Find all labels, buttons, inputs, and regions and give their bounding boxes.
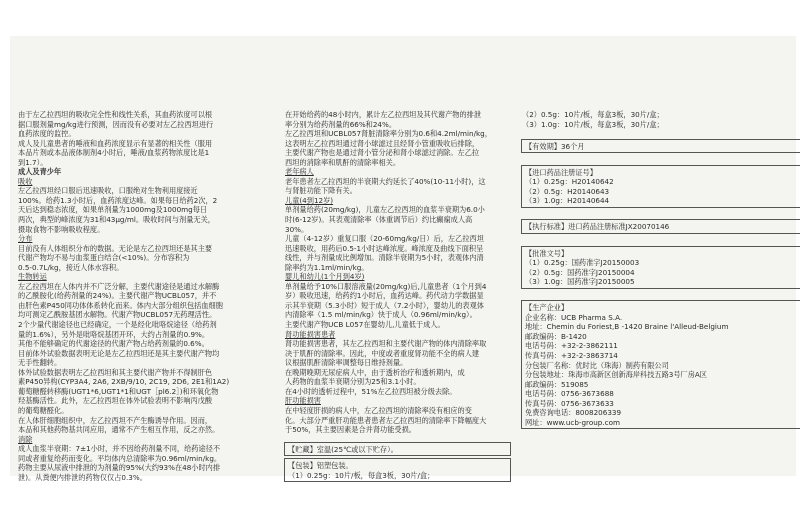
text-line: 代谢产物均不易与血浆蛋白结合(<10%)。分布容积为 [18,253,190,263]
text-line: 成人及儿童患者的唾液和血药浓度显示有显著的相关性（服用 [18,138,213,148]
text-line: 内清除率（1.5 ml/min/kg）快于成人（0.96ml/min/kg）。 [285,310,477,320]
text-line: 由于左乙拉西坦的吸收完全性和线性关系，其血药浓度可以根 [18,110,213,119]
text-line: 老年患者左乙拉西坦的半衰期大约延长了40%(10-11小时)，这 [285,176,486,186]
package-insert-page [10,36,796,482]
section-line: 邮政编码：519085 [525,379,589,389]
section-title: 【执行标准】进口药品注册标准JX20070146 [525,222,670,232]
text-line: 本品和其他药物基共同应用，通常不产生相互作用，反之亦然。 [18,425,220,435]
expiry-section [521,139,800,154]
section-line: 电话号码：+32-2-3862111 [525,341,618,351]
text-line: 的乙酰胺化(给药剂量的24%)。主要代谢产物UCBL057，并不 [18,291,217,301]
section-line: 邮政编码：B-1420 [525,331,587,341]
text-line: 在4小时的透析过程中，51%左乙拉西坦被分级去除。 [285,386,457,396]
text-line: 决于肌酐的清除率。因此，中度或者重度肾功能不全的病人建 [285,348,480,358]
text-line: 人药物的血浆半衰期分别为25和3.1小时。 [285,377,421,387]
spacer [522,129,800,139]
text-line: 这表明左乙拉西坦通过肾小球滤过且经肾小管重吸收后排除， [285,138,480,148]
column-2-text [285,110,511,435]
spacer [522,236,800,246]
text-line: 示其半衰期（5.3小时）短于成人（7.2小时），婴幼儿的表观体 [285,300,484,310]
spacer [522,431,800,441]
section-line: 分包装地址：珠海市高新区创新海岸科技五路3号厂房A区 [525,370,707,380]
package-line: （1）0.25g：10片/板，每盒3板，30片/盒； [288,470,435,480]
text-line: 目前没有人体组织分布的数据。无论是左乙拉西坦还是其主要 [18,243,213,253]
spacer [522,210,800,220]
section-line: 电话号码：0756-3673688 [525,389,614,399]
text-line: 素P450异构(CYP3A4, 2A6, 2XB/9/10, 2C19, 2D6, 2E1和1A2) [18,377,230,387]
text-line: 据口服剂量mg/kg进行预测，因而没有必要对左乙拉西坦进行 [18,119,214,129]
package-section [284,458,511,482]
section-heading: 成人及青少年 [18,167,62,177]
subsection-heading: 老年病人 [285,167,314,177]
text-line: 左乙拉西坦和UCBL057肾脏清除率分别为0.6和4.2ml/min/kg， [285,129,492,139]
registration-section [521,165,800,208]
text-line: 迅速吸收，用药后0.5-1小时达峰浓度。峰浓度及曲线下面积呈 [285,243,484,253]
text-line: 线性，并与剂量成比例增加。清除半衰期为5小时，表观体内清 [285,253,484,263]
column-2 [285,110,511,484]
text-line: 血药浓度的监控。 [18,129,76,139]
text-line: 议根据肌酐清除率调整每日维持剂量。 [285,358,408,368]
storage-line: 【贮藏】室温(25℃或以下贮存）。 [288,444,398,454]
text-line: 的葡萄糖醛化。 [18,405,69,415]
text-line: 量的1.6%），另外是吡咯烷基团开环，大约占剂量的0.9%。 [18,329,210,339]
approval-section [521,246,800,289]
section-title: 【批准文号】 [525,248,569,258]
section-line: 地址：Chemin du Foriest,B -1420 Braine l'Alleud-Belgium [525,322,729,332]
package-line: 【包装】铝塑包装。 [288,461,353,471]
text-line: 摄取食物不影响吸收程度。 [18,224,105,234]
text-line: 儿童（4-12岁）重复口服（20-60mg/kg/日）后，左乙拉西坦 [285,234,484,244]
text-line: 在人体肝细胞组织中，左乙拉西坦不产生酶诱导作用。因而， [18,415,213,425]
text-line: 到1.7）。 [18,157,48,167]
text-line: 2个少量代谢途径也已经确定，一个是经化吡咯烷途径（给药剂 [18,320,217,330]
text-line: 于50%，其主要因素是合并肾功能受损。 [285,425,416,435]
subsection-heading: 肝功能损害 [285,396,321,406]
text-line: 0.5-0.7L/kg，接近人体水容积。 [18,262,124,272]
text-line: 药物主要从尿液中排泄的为剂量的95%(大约93%在48小时内排 [18,463,221,473]
section-line: （1）0.25g：H20140642 [525,177,614,187]
text-line: 目前体外试验数据表明无论是左乙拉西坦还是其主要代谢产物均 [18,348,220,358]
text-line: 同或者重复给药而变化。平均体内总清除率为0.96ml/min/kg。 [18,453,222,463]
text-line: 除率约为1.1ml/min/kg。 [285,262,369,272]
text-line: 在中轻度肝损的病人中，左乙拉西坦的清除率没有相应的变 [285,405,472,415]
section-line: 企业名称：UCB Pharma S.A. [525,312,623,322]
text-line: 成人血浆半衰期：7±1小时，并不因给药剂量不同，给药途径不 [18,444,221,454]
text-line: 100%。给药1.3小时后，血药浓度达峰。如果每日给药2次，2 [18,195,218,205]
section-line: （3）1.0g：H20140644 [525,196,610,206]
package-line: （3）1.0g：10片/板，每盒3板，30片/盒； [522,119,664,129]
text-line: 泄)。从粪便内排泄的药物仅仅占0.3%。 [18,472,147,482]
column-3 [522,110,800,441]
text-line: 单剂量给予10%口服溶液量(20mg/kg)后,儿童患者（1个月到4 [285,281,487,291]
subsection-heading: 儿童(4到12岁) [285,195,334,205]
section-line: （1）0.25g：国药准字J20150003 [525,258,640,268]
section-title: 【生产企业】 [525,303,569,313]
subsection-heading: 消除 [18,434,33,444]
section-line: 网址：www.ucb-group.com [525,417,620,427]
text-line: 葡萄糖醛转移酶(UGT1*6,UGT1*1和UGT［pl6.2］)和环氧化物 [18,386,219,396]
storage-section [284,442,511,457]
section-title: 【有效期】36个月 [525,141,585,151]
section-line: 分包装厂名称：优时比（珠海）制药有限公司 [525,360,669,370]
text-line: 在开始给药的48小时内，累计左乙拉西坦及其代谢产物的排泄 [285,110,482,119]
text-line: 在晚期晚期无尿症病人中，由于透析治疗和透析期内，成 [285,367,465,377]
section-line: （3）1.0g：国药准字J20150005 [525,277,635,287]
section-line: （2）0.5g：国药准字J20150004 [525,267,635,277]
section-line: 传真号码：0756-3673633 [525,398,614,408]
text-line: 率分别为给药剂量的66%和24%。 [285,119,397,129]
text-line: 主要代谢产物也是通过肾小管分泌和肾小球滤过消除。左乙拉 [285,148,480,158]
text-line: 肾功能损害患者，其左乙拉西坦和主要代谢产物的体内清除率取 [285,339,487,349]
subsection-heading: 分布 [18,234,33,244]
package-line: （2）0.5g：10片/板，每盒3板，30片/盒； [522,110,664,119]
subsection-heading: 生物转运 [18,272,47,282]
text-line: 化。大部分严重肝功能患者患者左乙拉西坦的清除率下降幅度大 [285,415,487,425]
text-line: 羟基酶活性。此外，左乙拉西坦在体外试验表明不影响丙戊酸 [18,396,213,406]
column-1 [18,110,276,482]
section-line: （2）0.5g：H20140643 [525,186,610,196]
manufacturer-section [521,300,800,429]
text-line: 体外试验数据表明左乙拉西坦和其主要代谢产物并不得制肝色 [18,367,213,377]
text-line: 无手性翻转。 [18,358,62,368]
text-line: 其他不能够确定的代谢途径的代谢产物占给药剂量的0.6%。 [18,339,209,349]
text-line: 时(6-12岁)。其表观清除率（体重调节后）约比癫痫成人高 [285,215,473,225]
section-title: 【进口药品注册证号】 [525,167,597,177]
standard-section [521,219,800,234]
text-line: 天后达到稳态浓度，如果单剂量为1000mg及1000mg每日 [18,205,208,215]
text-line: 主要代谢产物UCB L057在婴幼儿,儿童低于成人。 [285,320,445,330]
spacer [522,291,800,301]
text-line: 与肾脏功能下降有关。 [285,186,357,196]
spacer [522,155,800,165]
subsection-heading: 吸收 [18,176,33,186]
text-line: 单剂量给药(20mg/kg)，儿童左乙拉西坦的血浆半衰期为6.0小 [285,205,485,215]
text-line: 左乙拉西坦经口服后迅速吸收，口服绝对生物利用度接近 [18,186,198,196]
text-line: 岁）吸收迅速，给药约1小时后，血药达峰。药代动力学数据显 [285,291,484,301]
text-line: 本品片剂或本品液体制剂4小时后，唾液/血浆药物浓度比是1 [18,148,210,158]
text-line: 左乙拉西坦在人体内并不广泛分解，主要代谢途径是通过水解酶 [18,281,220,291]
text-line: 两次，典型的峰浓度为31和43μg/ml。吸收时间与剂量无关， [18,215,215,225]
text-line: 西坦的消除率和肌酐的清除率相关。 [285,157,401,167]
subsection-heading: 婴儿和幼儿(1个月到4岁) [285,272,365,282]
text-line: 由肝色素P450同功体体系转化而来。体内大部分组织包括血细胞 [18,300,223,310]
text-line: 30%。 [285,224,309,234]
section-line: 免费咨询电话：8008206339 [525,408,622,418]
section-line: 传真号码：+32-2-3863714 [525,351,618,361]
subsection-heading: 肾功能损害患者 [285,329,336,339]
text-line: 均可测定乙酰胺基团水解物。代谢产物UCBL057无药理活性。 [18,310,217,320]
